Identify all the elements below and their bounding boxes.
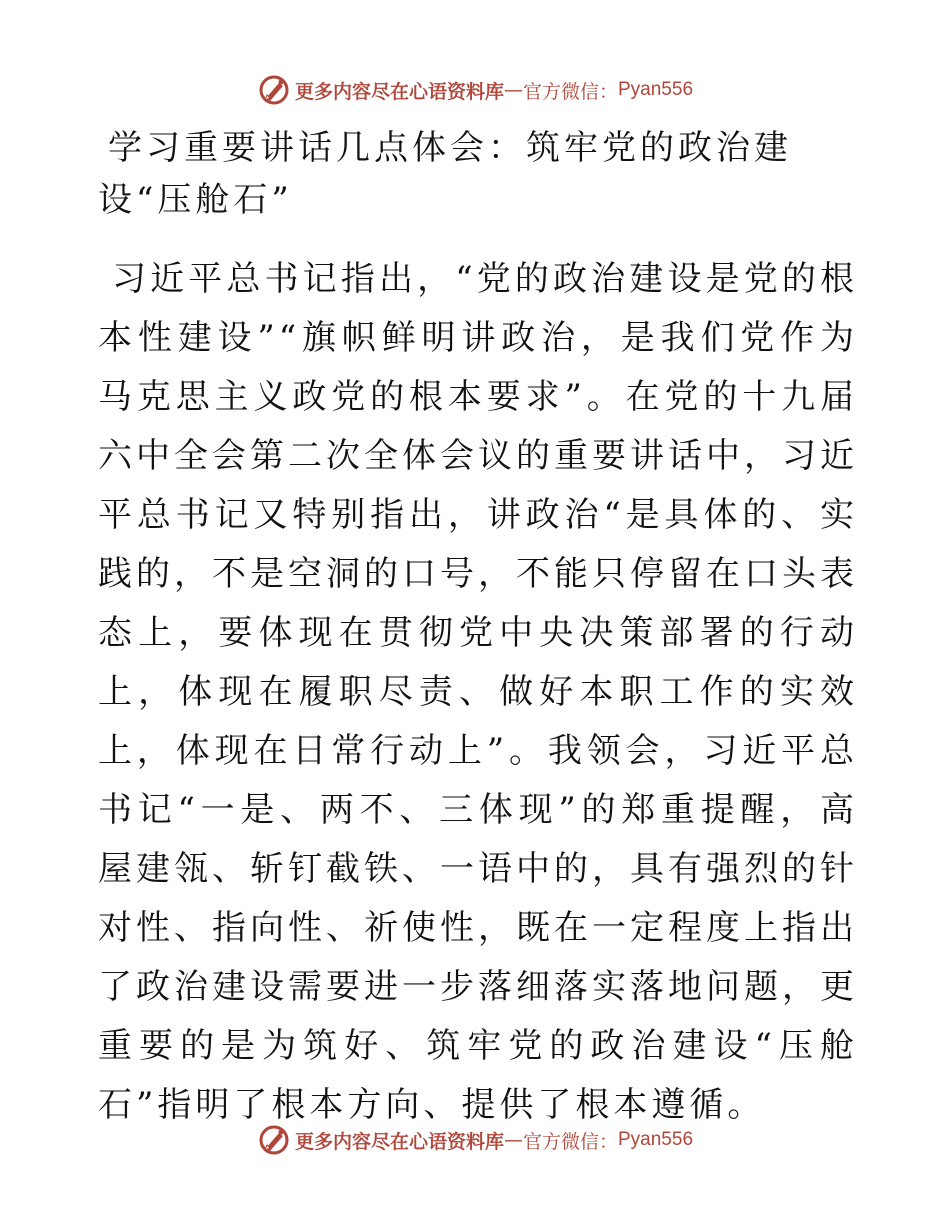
body-paragraph: 习近平总书记指出，“党的政治建设是党的根本性建设”“旗帜鲜明讲政治，是我们党作为马克思主义政党的根本要求”。在党的十九届六中全会第二次全体会议的重要讲话中，习近平总书记又特别指出，讲政治“是具体的、实践的，不是空洞的口号，不能只停留在口头表态上，要体现在贯彻党中央决策部署的行动上，体现在履职尽责、做好本职工作的实效上，体现在日常行动上”。我领会，习近平总书记“一是、两不、三体现”的郑重提醒，高屋建瓴、斩钉截铁、一语中的，具有强烈的针对性、指向性、祈使性，既在一定程度上指出了政治建设需要进一步落细落实落地问题，更重要的是为筑好、筑牢党的政治建设“压舱石”指明了根本方向、提供了根本遵循。 — [98, 259, 858, 1125]
library-text: 更多内容尽在心语资料库 — [294, 1130, 504, 1153]
wechat-id: Pyan556 — [618, 1129, 694, 1150]
footer-banner — [0, 1120, 950, 1160]
banner-separator: — — [503, 1129, 523, 1151]
pen-logo-icon — [257, 73, 291, 107]
library-text: 更多内容尽在心语资料库 — [294, 80, 504, 103]
wechat-label: 官方微信： — [522, 80, 618, 103]
wechat-label: 官方微信： — [522, 1130, 618, 1153]
document-title: 学习重要讲话几点体会：筑牢党的政治建设“压舱石” — [98, 128, 792, 220]
pen-logo-icon — [257, 1123, 291, 1157]
banner-separator: — — [503, 79, 523, 101]
header-banner — [0, 70, 950, 110]
wechat-id: Pyan556 — [618, 79, 694, 100]
